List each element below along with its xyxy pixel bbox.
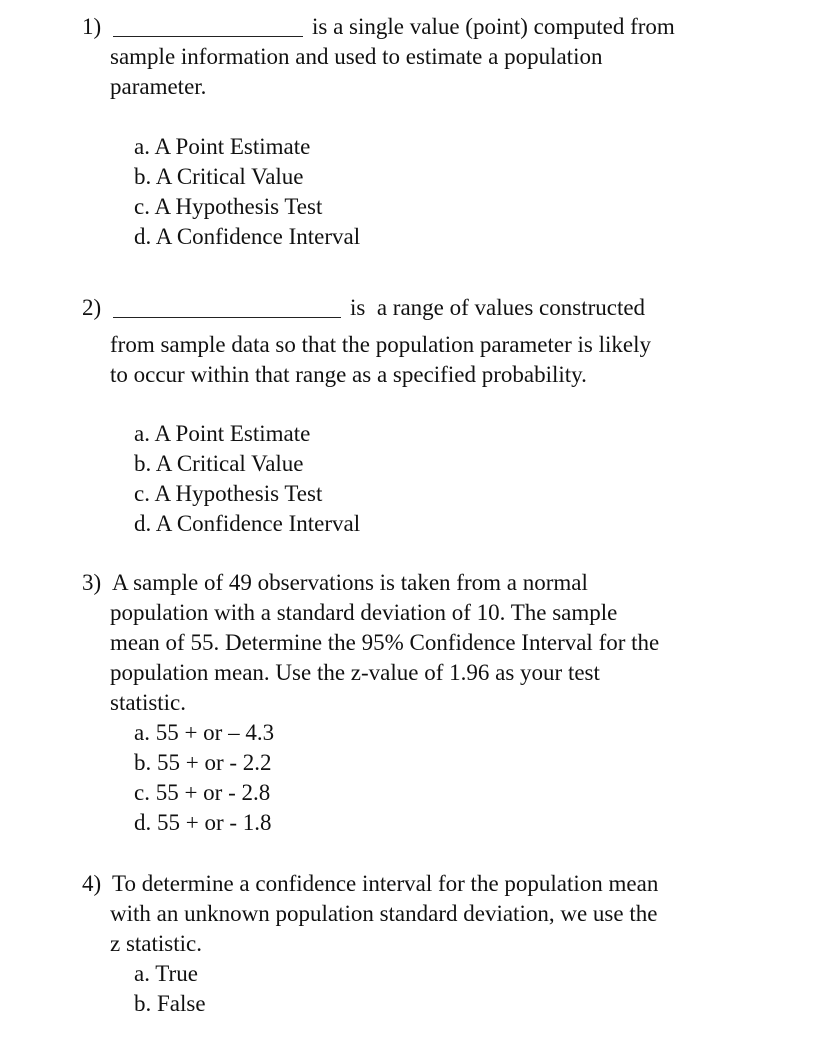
question-stem-line: population mean. Use the z-value of 1.96 as your test [110,660,600,685]
question-stem-line: is a range of values constructed [350,295,646,320]
question-stem-line: To determine a confidence interval for the population mean [112,871,659,896]
question-stem-line: sample information and used to estimate a population [110,44,603,69]
answer-option: d. A Confidence Interval [134,224,361,249]
answer-option: c. A Hypothesis Test [134,481,323,506]
question-stem-line: statistic. [110,690,187,715]
question-stem-line: to occur within that range as a specified probability. [110,362,587,387]
answer-option: d. A Confidence Interval [134,511,361,536]
answer-option: b. A Critical Value [134,164,304,189]
answer-option: a. 55 + or – 4.3 [134,720,275,745]
question-number: 4) [82,871,102,896]
answer-option: c. A Hypothesis Test [134,194,323,219]
answer-option: d. 55 + or - 1.8 [134,810,272,835]
answer-option: a. True [134,961,198,986]
question-number: 3) [82,570,102,595]
answer-option: a. A Point Estimate [134,421,311,446]
answer-blank [113,295,341,318]
question-stem-line: with an unknown population standard deviation, we use the [110,901,658,926]
question-number: 2) [82,295,102,320]
question-stem-line: population with a standard deviation of 10. The sample [110,600,618,625]
answer-blank [113,14,303,37]
answer-option: c. 55 + or - 2.8 [134,780,271,805]
question-stem-line: z statistic. [110,931,202,956]
question-stem-line: mean of 55. Determine the 95% Confidence Interval for the [110,630,660,655]
answer-option: b. 55 + or - 2.2 [134,750,272,775]
question-stem-line: A sample of 49 observations is taken from a normal [112,570,588,595]
question-stem-line: is a single value (point) computed from [312,14,675,39]
answer-option: b. A Critical Value [134,451,304,476]
question-number: 1) [82,14,102,39]
question-stem-line: parameter. [110,74,207,99]
question-stem-line: from sample data so that the population parameter is likely [110,332,651,357]
answer-option: b. False [134,991,206,1016]
answer-option: a. A Point Estimate [134,134,311,159]
